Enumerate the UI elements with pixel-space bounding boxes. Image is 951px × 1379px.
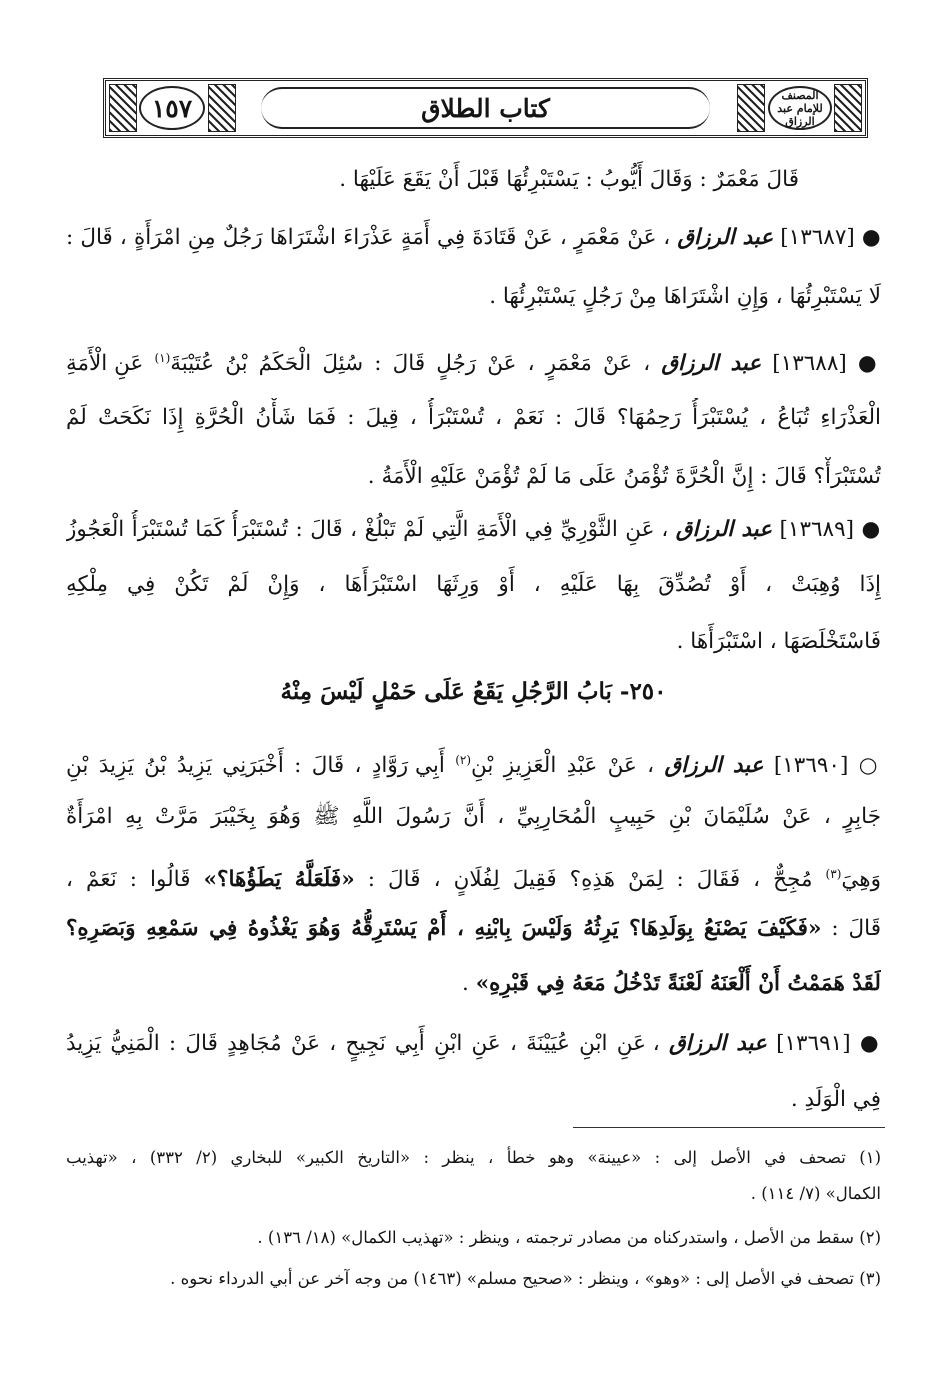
hadith-13690 [66, 740, 881, 786]
hadith-text: ، عَنْ مَعْمَرٍ ، عَنْ قَتَادَةَ فِي أَمَةٍ عَذْرَاءَ اشْتَرَاهَا رَجُلٌ مِنِ امْرَأَةٍ ، قَالَ : [66, 225, 671, 250]
hadith-bullet: ● [857, 351, 881, 377]
ornament-icon [109, 84, 137, 132]
hadith-number: [١٣٦٩١] [776, 1031, 851, 1056]
hadith-text: مُجِحٌّ ، فَقَالَ : لِمَنْ هَذِهِ؟ فَقِيلَ لِفُلَانٍ ، قَالَ : [367, 867, 813, 893]
hadith-text: ، عَنِ ابْنِ عُيَيْنَةَ ، عَنِ ابْنِ أَبِي نَجِيحٍ ، عَنْ مُجَاهِدٍ قَالَ : الْمَنِيُّ يَزِيدُ [66, 1031, 660, 1056]
hadith-number: [١٣٦٨٧] [780, 225, 855, 250]
hadith-text: عَنِ الْأَمَةِ [66, 351, 144, 377]
footnote: الكمال» (٧/ ١١٤) . [750, 1184, 881, 1203]
hadith-number: [١٣٦٨٩] [779, 517, 855, 542]
isnad-label: عبد الرزاق [677, 225, 774, 250]
hadith-bullet: ● [859, 1031, 881, 1056]
chapter-heading: ٢٥٠- بَابُ الرَّجُلِ يَقَعُ عَلَى حَمْلٍ لَيْسَ مِنْهُ [280, 678, 667, 705]
footnote: (١) تصحف في الأصل إلى : «عيينة» وهو خطأ ، ينظر : «التاريخ الكبير» للبخاري (٢/ ٣٣٢) ، «تهذيب [66, 1148, 881, 1167]
ornament-icon [834, 84, 862, 132]
hadith-bullet: ● [861, 225, 881, 250]
footnote-ref: (٢) [455, 753, 472, 767]
footnote-ref: (٣) [825, 867, 842, 881]
hadith-text: . [462, 971, 469, 996]
prophetic-quote: «فَلَعَلَّهُ يَطَؤُهَا؟» [203, 867, 355, 893]
page-number: ١٥٧ [139, 86, 205, 130]
hadith-text: ، عَنْ عَبْدِ الْعَزِيزِ بْنِ [471, 753, 655, 779]
text-line [66, 854, 881, 900]
hadith-text: ، عَنْ مَعْمَرٍ ، عَنْ رَجُلٍ قَالَ : سُئِلَ الْحَكَمُ بْنُ عُتَيْبَةَ [170, 351, 651, 377]
isnad-label: عبد الرزاق [664, 753, 764, 779]
hadith-text: قَالُوا : نَعَمْ ، [66, 867, 191, 893]
footnote: (٣) تصحف في الأصل إلى : «وهو» ، وينظر : «صحيح مسلم» (١٤٦٣) من وجه آخر عن أبي الدرداء نحوه . [170, 1269, 881, 1288]
hadith-bullet: ○ [858, 753, 881, 779]
hadith-number: [١٣٦٨٨] [772, 351, 847, 377]
text-line: فَاسْتَخْلَصَهَا ، اسْتَبْرَأَهَا . [676, 629, 881, 654]
text-line [66, 909, 881, 949]
book-emblem: المصنف للإمام عبد الرزاق [768, 86, 832, 130]
hadith-text: أَبِي رَوَّادٍ ، قَالَ : أَخْبَرَنِي يَزِيدُ بْنُ يَزِيدَ بْنِ [66, 753, 445, 779]
isnad-label: عبد الرزاق [668, 1031, 767, 1056]
text-line: فِي الْوَلَدِ . [790, 1087, 881, 1112]
text-line: لَا يَسْتَبْرِئُهَا ، وَإِنِ اشْتَرَاهَا مِنْ رَجُلٍ يَسْتَبْرِئُهَا . [489, 284, 881, 309]
hadith-text: ، عَنِ الثَّوْرِيِّ فِي الْأَمَةِ الَّتِي لَمْ تَبْلُغْ ، قَالَ : تُسْتَبْرَأُ كَمَا تُسْتَبْرَأُ الْعَجُوزُ [66, 517, 669, 542]
hadith-13689 [66, 510, 881, 550]
prophetic-quote: «فَكَيْفَ يَصْنَعُ بِوَلَدِهَا؟ يَرِثُهُ وَلَيْسَ بِابْنِهِ ، أَمْ يَسْتَرِقُّهُ وَهُوَ يَغْذُوهُ فِي سَمْعِهِ وَبَصَرِهِ؟ [66, 916, 822, 941]
hadith-13691 [66, 1024, 881, 1064]
text-line [66, 964, 881, 1004]
running-header [103, 78, 868, 138]
footnote-divider [573, 1127, 885, 1128]
ornament-icon [737, 84, 765, 132]
hadith-text: وَهِيَ [841, 867, 881, 893]
hadith-13687 [66, 218, 881, 258]
text-line: تُسْتَبْرَأْ؟ قَالَ : إِنَّ الْحُرَّةَ تُؤْمَنُ عَلَى مَا لَمْ تُؤْمَنْ عَلَيْهِ الْأَمَةُ . [367, 464, 881, 489]
text-line: جَابِرٍ ، عَنْ سُلَيْمَانَ بْنِ حَبِيبٍ الْمُحَارِبِيِّ ، أَنَّ رَسُولَ اللَّهِ ﷺ وَهُوَ بِخَيْبَرَ مَرَّتْ بِهِ امْرَأَةٌ [66, 804, 881, 829]
book-title: كتاب الطلاق [261, 87, 710, 129]
footnote: (٢) سقط من الأصل ، واستدركناه من مصادر ترجمته ، وينظر : «تهذيب الكمال» (١٨/ ١٣٦) . [257, 1228, 881, 1247]
hadith-13688 [66, 338, 881, 384]
text-line: قَالَ مَعْمَرٌ : وَقَالَ أَيُّوبُ : يَسْتَبْرِئُهَا قَبْلَ أَنْ يَقَعَ عَلَيْهَا . [339, 167, 799, 192]
prophetic-quote: لَقَدْ هَمَمْتُ أَنْ أَلْعَنَهُ لَعْنَةً تَدْخُلُ مَعَهُ فِي قَبْرِهِ» [475, 971, 881, 996]
footnote-ref: (١) [154, 351, 171, 365]
text-line: الْعَذْرَاءِ تُبَاعُ ، يُسْتَبْرَأُ رَحِمُهَا؟ قَالَ : نَعَمْ ، تُسْتَبْرَأُ ، قِيلَ : فَمَا شَأْنُ الْحُرَّةِ إِذَا نَكَحَتْ لَمْ [66, 405, 881, 430]
ornament-icon [208, 84, 236, 132]
hadith-bullet: ● [861, 517, 881, 542]
hadith-text: قَالَ : [831, 916, 881, 941]
isnad-label: عبد الرزاق [675, 517, 772, 542]
hadith-number: [١٣٦٩٠] [773, 753, 849, 779]
text-line: إِذَا وُهِبَتْ ، أَوْ تُصُدِّقَ بِهَا عَلَيْهِ ، أَوْ وَرِثَهَا اسْتَبْرَأَهَا ، وَإِنْ لَمْ تَكُنْ فِي مِلْكِهِ [66, 572, 881, 597]
isnad-label: عبد الرزاق [661, 351, 762, 377]
